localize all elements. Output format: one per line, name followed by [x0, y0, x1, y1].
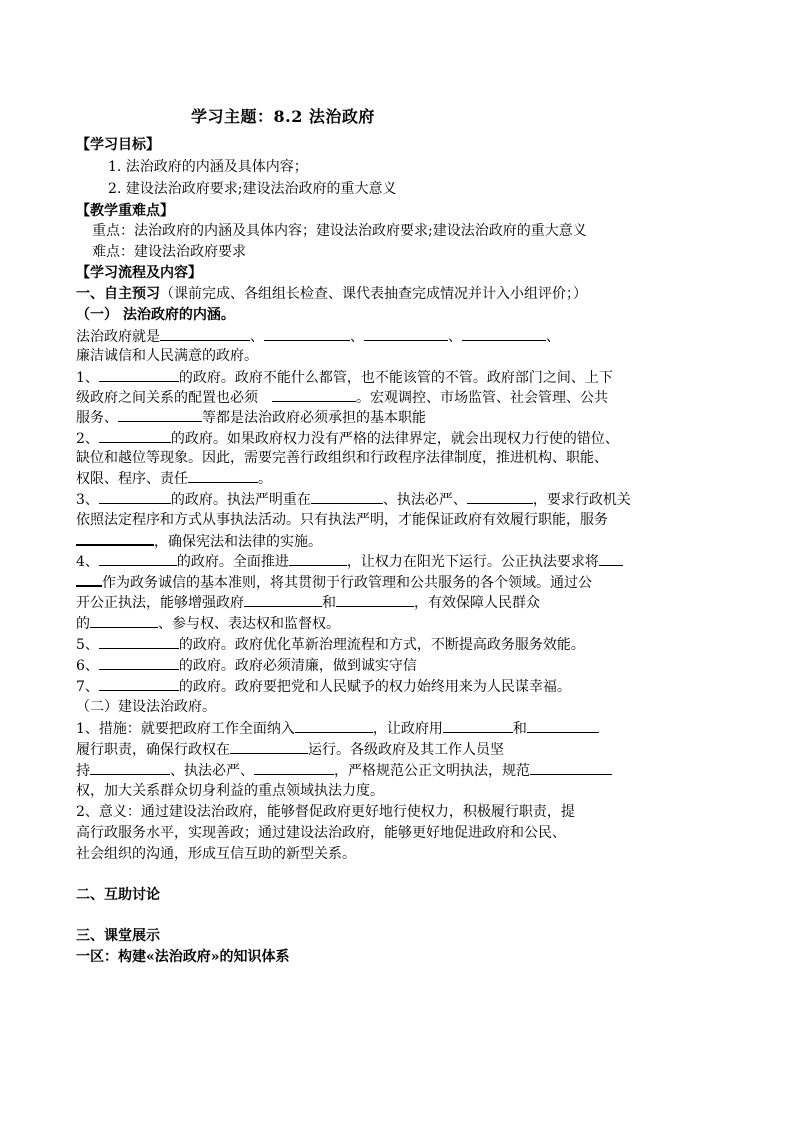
objective-item: 1. 法治政府的内涵及具体内容；	[108, 159, 308, 175]
page-title: 学习主题：8.2 法治政府	[191, 107, 375, 126]
subsection1-heading: （一） 法治政府的内涵。	[76, 307, 235, 323]
text-line: 依照法定程序和方式从事执法活动。只有执法严明，才能保证政府有效履行职能，服务	[76, 512, 608, 528]
text: 持	[76, 763, 90, 779]
text: 1、措施：就要把政府工作全面纳入	[76, 721, 295, 737]
text-line	[76, 469, 272, 488]
blank	[289, 552, 347, 566]
text: ，让权力在阳光下运行。公正执法要求将	[346, 554, 599, 570]
text: 、	[350, 329, 364, 345]
blank	[118, 408, 202, 422]
text: 等都是法治政府必须承担的基本职能	[202, 410, 426, 426]
section2-heading: 二、互助讨论	[76, 887, 160, 903]
blank	[272, 388, 356, 402]
blank	[76, 531, 154, 546]
blank	[90, 761, 170, 775]
blank	[99, 656, 179, 670]
section3-heading: 三、课堂展示	[76, 928, 160, 944]
text: 2、	[76, 431, 99, 447]
text: 6、	[76, 658, 99, 674]
text: 的政府。全面推进	[176, 554, 289, 570]
text: 的政府。执法严明重在	[170, 492, 311, 508]
blank	[244, 593, 322, 607]
text: 作为政务诚信的基本准则，将其贯彻于行政管理和公共服务的各个领域。通过公	[102, 575, 592, 591]
text-line	[76, 572, 592, 592]
item-3-line	[76, 490, 631, 509]
blank	[99, 677, 179, 691]
text: 的政府。政府不能什么都管，也不能该管的不管。政府部门之间、上下	[178, 370, 613, 386]
blank	[99, 368, 179, 382]
text: 的政府。如果政府权力没有严格的法律界定，就会出现权力行使的错位、	[170, 431, 619, 447]
text: ，让政府用	[372, 721, 443, 737]
text: ，确保宪法和法律的实施。	[154, 534, 322, 550]
blank	[99, 635, 179, 649]
measures-line	[76, 719, 599, 738]
meaning-line: 高行政服务水平，实现善政；通过建设法治政府，能够更好地促进政府和公民、	[76, 825, 566, 841]
objective-item: 2. 建设法治政府要求;建设法治政府的重大意义	[108, 181, 397, 197]
text-line	[76, 408, 426, 427]
text: 级政府之间关系的配置也必须	[76, 390, 258, 406]
measures-line: 权，加大关系群众切身利益的重点领域执法力度。	[76, 783, 384, 799]
text-line	[76, 614, 340, 633]
text: 、	[448, 329, 462, 345]
text: ，要求行政机关	[532, 492, 631, 508]
blank	[527, 719, 599, 733]
text: 服务、	[76, 410, 118, 426]
key-point: 重点：法治政府的内涵及具体内容；建设法治政府要求;建设法治政府的重大意义	[92, 223, 587, 239]
area1-heading: 一区：构建«法治政府»的知识体系	[76, 949, 290, 965]
subsection2-heading: （二）建设法治政府。	[76, 699, 216, 715]
text: 和	[512, 721, 527, 737]
item-5-line	[76, 635, 585, 654]
blank	[230, 740, 308, 754]
text: 、	[546, 329, 560, 345]
meaning-line: 2、意义：通过建设法治政府，能够督促政府更好地行使权力，积极履行职责，提	[76, 804, 575, 820]
text: 5、	[76, 637, 99, 653]
blank	[530, 761, 612, 775]
blank	[443, 719, 513, 733]
blank	[188, 469, 258, 483]
blank	[311, 490, 383, 504]
item-7-line	[76, 677, 571, 696]
blank	[99, 490, 171, 504]
text: 运行。各级政府及其工作人员坚	[308, 742, 504, 758]
text: 4、	[76, 554, 99, 570]
text: 7、	[76, 679, 99, 695]
measures-line	[76, 740, 504, 759]
blank	[76, 572, 102, 587]
text: 3、	[76, 492, 99, 508]
text: 、	[250, 329, 264, 345]
blank	[90, 614, 158, 628]
blank	[160, 327, 250, 341]
section1-heading: 一、自主预习	[76, 286, 160, 302]
text: 和	[322, 595, 336, 611]
text: 、执法必严、	[170, 763, 254, 779]
blank	[336, 593, 414, 607]
text: ，严格规范公正文明执法，规范	[334, 763, 530, 779]
measures-line	[76, 761, 612, 780]
blank	[99, 552, 177, 566]
item-1-line	[76, 368, 613, 387]
text: 权限、程序、责任	[76, 471, 188, 487]
text: 的	[76, 616, 90, 632]
text: 的政府。政府要把党和人民赋予的权力始终用来为人民谋幸福。	[178, 679, 571, 695]
text: 。	[258, 471, 272, 487]
text: 履行职责，确保行政权在	[76, 742, 230, 758]
text-line	[76, 388, 608, 407]
objectives-heading: 【学习目标】	[76, 137, 160, 153]
text: 开公正执法，能够增强政府	[76, 595, 244, 611]
blank	[462, 327, 546, 341]
blank	[599, 552, 623, 566]
text: 的政府。政府优化革新治理流程和方式，不断提高政务服务效能。	[178, 637, 585, 653]
section1-heading-line	[76, 285, 587, 303]
text-line	[76, 531, 322, 551]
text: 、执法必严、	[382, 492, 467, 508]
blank	[467, 490, 533, 504]
blank	[99, 429, 171, 443]
key-points-heading: 【教学重难点】	[76, 203, 174, 219]
blank	[264, 327, 350, 341]
item-2-line	[76, 429, 619, 448]
definition-line	[76, 327, 560, 346]
item-6-line	[76, 656, 417, 675]
text: 、参与权、表达权和监督权。	[158, 616, 340, 632]
meaning-line: 社会组织的沟通，形成互信互助的新型关系。	[76, 846, 356, 862]
blank	[254, 761, 334, 775]
text-line: 缺位和越位等现象。因此，需要完善行政组织和行政程序法律制度，推进机构、职能、	[76, 450, 608, 466]
text: 法治政府就是	[76, 329, 160, 345]
difficult-point: 难点：建设法治政府要求	[92, 244, 246, 260]
text-line: 廉洁诚信和人民满意的政府。	[76, 348, 258, 364]
item-4-line	[76, 552, 623, 571]
blank	[364, 327, 448, 341]
blank	[295, 719, 373, 733]
text: 的政府。政府必须清廉，做到诚实守信	[178, 658, 417, 674]
text: ，有效保障人民群众	[414, 595, 540, 611]
text: 1、	[76, 370, 99, 386]
process-heading: 【学习流程及内容】	[76, 265, 202, 281]
text: 。宏观调控、市场监管、社会管理、公共	[356, 390, 608, 406]
text-line	[76, 593, 540, 612]
section1-note: （课前完成、各组组长检查、课代表抽查完成情况并计入小组评价；）	[160, 286, 587, 302]
